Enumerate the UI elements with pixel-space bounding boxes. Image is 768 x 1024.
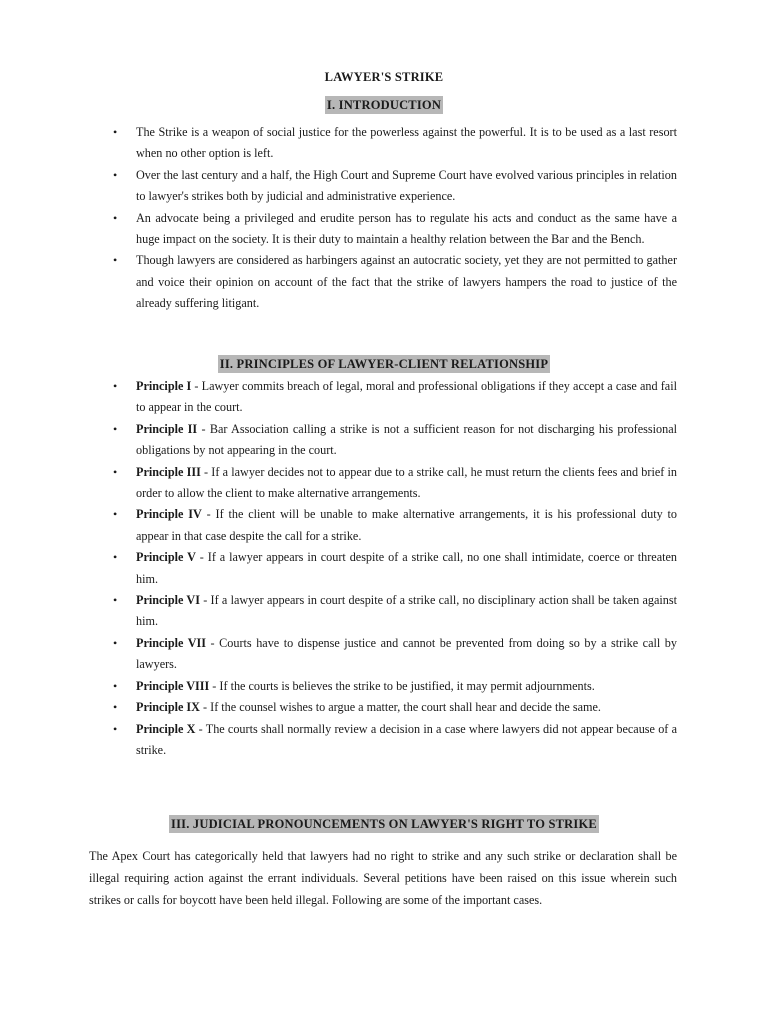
page-title: LAWYER'S STRIKE [324, 70, 444, 84]
principle-text: - If the client will be unable to make alternative arrangements, it is his professional duty to appear in that case despite the call for a strike. [136, 507, 677, 543]
bullet-icon: • [113, 678, 118, 693]
list-item-text: An advocate being a privileged and erudite person has to regulate his acts and conduct as the same have a huge impact on the society. It is their duty to maintain a healthy relation between the Bar and the Bench. [136, 210, 677, 247]
principle-item [0, 547, 677, 590]
bullet-icon: • [113, 421, 118, 436]
section-heading-label: I. INTRODUCTION [326, 98, 442, 112]
principle-text: - If a lawyer appears in court despite of a strike call, no one shall intimidate, coerce or threaten him. [136, 550, 678, 586]
principle-item [0, 419, 677, 462]
principle-label: Principle II [136, 421, 198, 436]
bullet-icon: • [113, 550, 118, 565]
bullet-icon: • [113, 593, 118, 608]
bullet-icon: • [113, 379, 118, 393]
bullet-icon: • [113, 167, 118, 182]
principle-text: - Bar Association calling a strike is not a sufficient reason for not discharging his professional obligations by not appearing in the court. [136, 421, 677, 458]
principle-label: Principle III [136, 464, 201, 479]
list-item [0, 122, 677, 165]
bullet-icon: • [113, 253, 118, 268]
bullet-icon: • [113, 635, 118, 650]
principle-label: Principle VI [136, 593, 200, 608]
list-item-text: The Strike is a weapon of social justice for the powerless against the powerful. It is to be used as a last resort when no other option is left. [136, 125, 677, 161]
principle-text: - If a lawyer appears in court despite of a strike call, no disciplinary action shall be taken against him. [136, 593, 677, 629]
section-heading-judicial [0, 815, 768, 833]
list-item [0, 250, 677, 314]
bullet-icon: • [113, 700, 118, 715]
list-item [0, 165, 677, 208]
principle-label: Principle IV [136, 507, 202, 522]
list-item [0, 208, 677, 251]
bullet-icon: • [113, 507, 118, 522]
list-item-text: Over the last century and a half, the High Court and Supreme Court have evolved various principles in relation to lawyer's strikes both by judicial and administrative experience. [136, 167, 677, 204]
principle-item [0, 376, 677, 419]
section-heading-label: III. JUDICIAL PRONOUNCEMENTS ON LAWYER'S RIGHT TO STRIKE [171, 817, 597, 831]
principle-label: Principle I [136, 379, 192, 393]
principle-label: Principle VII [136, 635, 206, 650]
principle-item [0, 462, 677, 505]
principles-list [0, 376, 768, 761]
principle-text: - If the courts is believes the strike to be justified, it may permit adjournments. [209, 678, 595, 693]
list-item-text: Though lawyers are considered as harbingers against an autocratic society, yet they are not permitted to gather and voice their opinion on account of the fact that the strike of lawyers hampers the road to justice of the already suffering litigant. [136, 253, 677, 311]
principle-item [0, 719, 677, 762]
introduction-list [0, 122, 768, 315]
section-heading-label: II. PRINCIPLES OF LAWYER-CLIENT RELATIONSHIP [219, 357, 549, 371]
section-heading-introduction [0, 96, 768, 114]
principle-text: - Courts have to dispense justice and cannot be prevented from doing so by a strike call by lawyers. [136, 635, 677, 672]
principle-item [0, 697, 677, 718]
bullet-icon: • [113, 464, 118, 479]
principle-label: Principle IX [136, 700, 200, 715]
principle-label: Principle VIII [136, 678, 210, 693]
principle-item [0, 633, 677, 676]
principle-item [0, 676, 677, 697]
principle-label: Principle V [136, 550, 196, 565]
principle-text: - If the counsel wishes to argue a matter, the court shall hear and decide the same. [199, 700, 601, 715]
bullet-icon: • [113, 721, 118, 736]
principle-item [0, 590, 677, 633]
principle-text: - If a lawyer decides not to appear due to a strike call, he must return the clients fees and brief in order to allow the client to make alternative arrangements. [136, 464, 677, 501]
principle-item [0, 504, 677, 547]
principle-label: Principle X [136, 721, 196, 736]
bullet-icon: • [113, 125, 118, 139]
section-heading-principles [0, 355, 768, 373]
principle-text: - Lawyer commits breach of legal, moral and professional obligations if they accept a case and fail to appear in the court. [136, 379, 677, 415]
judicial-paragraph: The Apex Court has categorically held that lawyers had no right to strike and any such strike or declaration shall be illegal requiring action against the errant individuals. Several petitions have been raised on this issue wherein such strikes or calls for boycott have been held illegal. Following are some of the important cases. [89, 849, 677, 907]
principle-text: - The courts shall normally review a decision in a case where lawyers did not appear because of a strike. [136, 721, 677, 757]
bullet-icon: • [113, 210, 118, 225]
